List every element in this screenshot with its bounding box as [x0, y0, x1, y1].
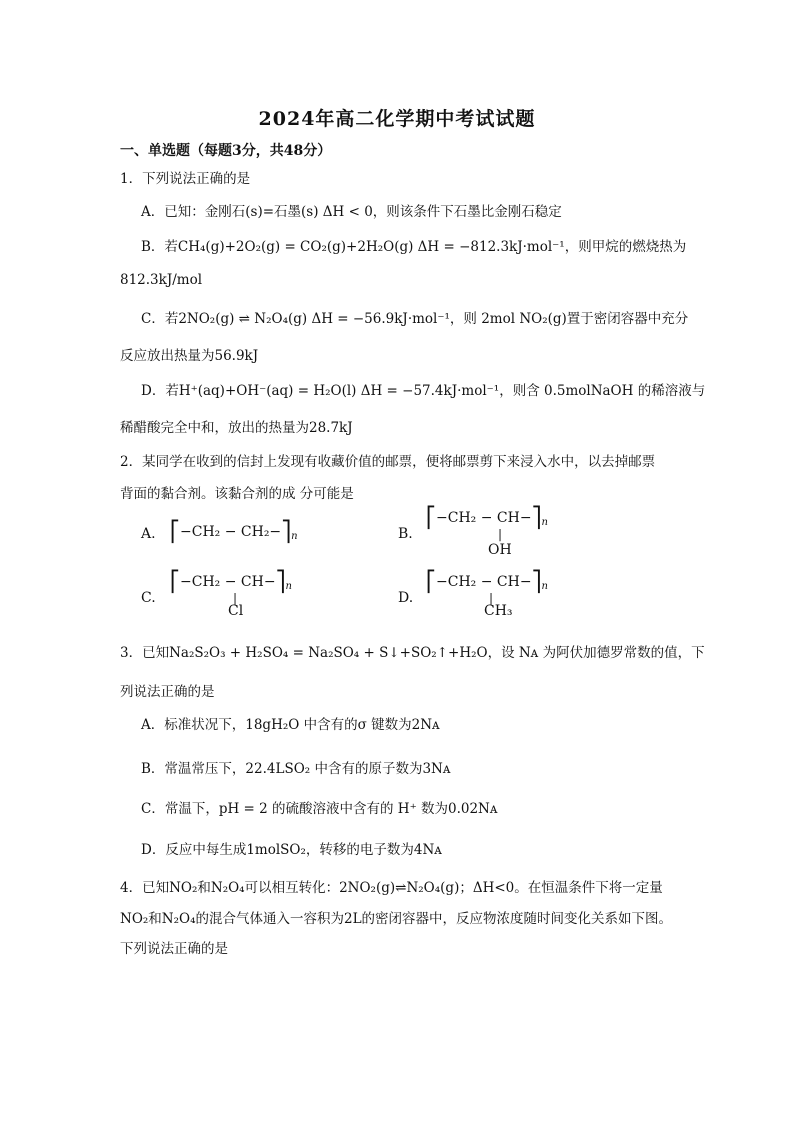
open-bracket-icon: ⎡ — [170, 519, 180, 543]
question-3-option-b: B．常温常压下，22.4LSO₂ 中含有的原子数为3Nᴀ — [141, 761, 451, 777]
polymer-b-formula: ⎡−CH₂ − $CH-⎤_n$ — [426, 505, 548, 529]
bond-line: | — [489, 591, 494, 605]
polymer-d-formula: ⎡−CH₂ − $CH-⎤_n$ — [426, 569, 548, 593]
question-4-stem-cont2: 下列说法正确的是 — [120, 941, 228, 957]
question-3-stem: 3．已知Na₂S₂O₃ + H₂SO₄ = Na₂SO₄ + S↓+SO₂↑+H₂O，设 Nᴀ 为阿伏加德罗常数的值，下 — [120, 645, 705, 661]
question-3-stem-cont: 列说法正确的是 — [120, 684, 215, 700]
question-1-stem: 1．下列说法正确的是 — [120, 171, 251, 187]
polymer-c-formula: ⎡−CH₂ − $CH-⎤_n$ — [170, 569, 292, 593]
question-4-stem-cont: NO₂和N₂O₄的混合气体通入一容积为2L的密闭容器中，反应物浓度随时间变化关系如下图。 — [120, 911, 673, 927]
question-3-option-c: C．常温下，pH = 2 的硫酸溶液中含有的 H⁺ 数为0.02Nᴀ — [141, 801, 498, 817]
option-d-label: D. — [398, 590, 414, 606]
question-1-option-b: B．若CH₄(g)+2O₂(g) = CO₂(g)+2H₂O(g) ΔH = −812.3kJ·mol⁻¹，则甲烷的燃烧热为 — [141, 239, 687, 255]
polymer-option-b — [398, 526, 413, 542]
close-bracket-icon: ⎤ — [281, 519, 292, 543]
open-bracket-icon: ⎡ — [426, 569, 436, 593]
polymer-b-substituent: OH — [488, 542, 512, 558]
bond-line: | — [498, 527, 503, 541]
question-1-option-c: C．若2NO₂(g) ⇌ N₂O₄(g) ΔH = −56.9kJ·mol⁻¹，则 2mol NO₂(g)置于密闭容器中充分 — [141, 311, 689, 327]
question-1-option-d-cont: 稀醋酸完全中和，放出的热量为28.7kJ — [120, 420, 353, 436]
question-1-option-c-cont: 反应放出热量为56.9kJ — [120, 348, 259, 364]
question-1-option-d: D．若H⁺(aq)+OH⁻(aq) = H₂O(l) ΔH = −57.4kJ·mol⁻¹，则含 0.5molNaOH 的稀溶液与 — [141, 383, 706, 399]
question-2-stem-cont: 背面的黏合剂。该黏合剂的成 分可能是 — [120, 486, 354, 502]
polymer-option-a — [141, 526, 156, 542]
polymer-c-substituent: Cl — [228, 603, 244, 619]
question-1-option-a: A．已知：金刚石(s)=石墨(s) ΔH < 0，则该条件下石墨比金刚石稳定 — [141, 204, 562, 220]
close-bracket-icon: ⎤ — [531, 569, 542, 593]
polymer-d-substituent: CH₃ — [484, 603, 513, 619]
question-1-option-b-cont: 812.3kJ/mol — [120, 272, 203, 288]
bond-line: | — [233, 591, 238, 605]
open-bracket-icon: ⎡ — [170, 569, 180, 593]
question-3-option-a: A．标准状况下，18gH₂O 中含有的σ 键数为2Nᴀ — [141, 717, 440, 733]
polymer-option-d — [398, 590, 413, 606]
option-c-label: C. — [141, 590, 156, 606]
question-3-option-d: D．反应中每生成1molSO₂，转移的电子数为4Nᴀ — [141, 842, 442, 858]
polymer-a-formula: ⎡−CH₂ − $CH_2-⎤_n$ — [170, 519, 298, 543]
question-4-stem: 4．已知NO₂和N₂O₄可以相互转化：2NO₂(g)⇌N₂O₄(g)；ΔH<0。在恒温条件下将一定量 — [120, 880, 663, 896]
option-a-label: A. — [141, 526, 156, 542]
page-title: 2024年高二化学期中考试试题 — [258, 108, 536, 130]
close-bracket-icon: ⎤ — [531, 505, 542, 529]
option-b-label: B. — [398, 526, 413, 542]
section-heading: 一、单选题（每题3分，共48分） — [120, 143, 332, 159]
close-bracket-icon: ⎤ — [275, 569, 286, 593]
polymer-option-c — [141, 590, 156, 606]
question-2-stem: 2．某同学在收到的信封上发现有收藏价值的邮票，便将邮票剪下来浸入水中，以去掉邮票 — [120, 454, 656, 470]
open-bracket-icon: ⎡ — [426, 505, 436, 529]
